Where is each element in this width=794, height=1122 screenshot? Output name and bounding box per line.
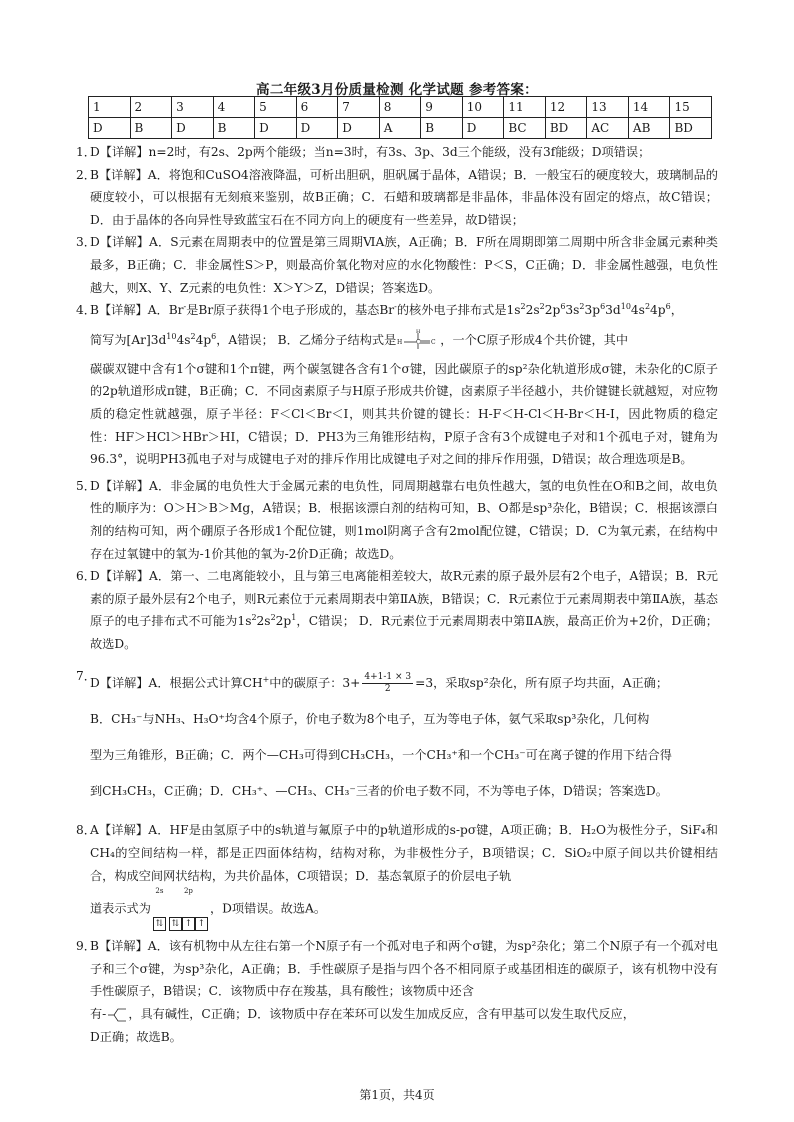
item-number: 8．: [76, 823, 96, 838]
explanation-text: D【详解】A．S元素在周期表中的位置是第三周期ⅥA族，A正确；B．F所在周期即第二周期中所含非金属元素种类最多，B正确；C．非金属性S＞P，则最高价氧化物对应的水化物酸性：P＜S，C正确；D．非金属性越强，电负性越大，则X、Y、Z元素的电负性：X＞Y＞Z，D错误；答案选D。: [90, 235, 718, 295]
item-number: 5．: [76, 478, 96, 493]
table-cell: AC: [587, 118, 629, 139]
text-run: 的核外电子排布式是1s: [396, 303, 521, 318]
explanation-q4: [76, 299, 718, 471]
table-cell: D: [338, 118, 380, 139]
answer-table-number-row: [89, 97, 712, 118]
table-cell: 14: [628, 97, 670, 118]
svg-text:C: C: [416, 339, 421, 347]
table-cell: 2: [130, 97, 172, 118]
explanation-text: 有- ，具有碱性，C正确；D．该物质中存在苯环可以发生加成反应，含有甲基可以发生取代反应，: [90, 1003, 718, 1026]
explanation-q2: [76, 164, 718, 232]
explanation-text: D正确；故选B。: [90, 1029, 182, 1044]
explanation-text: 道表示式为 2s ⇅ 2p ⇅ ↑ ↑，D项错误。故选A。: [90, 887, 327, 930]
item-number: 1．: [76, 145, 96, 159]
explanation-text: D【详解】A．根据公式计算CH+中的碳原子：3+ $\frac{4+1-1 \times 3}{2}$ =3，采取sp²杂化，所有原子均共面，A正确；: [90, 672, 669, 695]
explanation-text: 简写为$[Ar]3d^{10}4s^24p^6$，A错误； B．乙烯分子结构式是 H H C C ，一个C原子形成4个共价键，其中: [90, 322, 718, 358]
table-cell: D: [255, 118, 297, 139]
table-cell: 8: [379, 97, 421, 118]
orbital-diagram: 2s ⇅ 2p ⇅ ↑ ↑: [153, 887, 208, 931]
table-cell: 10: [462, 97, 504, 118]
table-cell: A: [379, 118, 421, 139]
item-number: 4．: [76, 303, 96, 318]
table-cell: 13: [587, 97, 629, 118]
explanation-text: D【详解】A．非金属的电负性大于金属元素的电负性，同周期越靠右电负性越大，氢的电负性在O和B之间，故电负性的顺序为：O＞H＞B＞Mg，A错误；B．根据该漂白剂的结构可知，B、O都是sp³杂化，B错误；C．根据该漂白剂的结构可知，两个硼原子各形成1个配位键，则1mol阴离子含有2mol配位键，C错误；D．C为氧元素，在结构中存在过氧键中的氧为-1价其他的氧为-2价D正确；故选D。: [90, 478, 718, 561]
answer-table-answer-row: [89, 118, 712, 139]
explanation-q7: [76, 665, 718, 809]
explanation-text: 到CH₃CH₃，C正确；D．CH₃⁺、—CH₃、CH₃⁻三者的价电子数不同，不为等电子体，D错误；答案选D。: [90, 784, 668, 799]
table-cell: 11: [504, 97, 546, 118]
explanation-q1: [76, 141, 718, 164]
table-cell: AB: [628, 118, 670, 139]
svg-text:H: H: [397, 339, 403, 347]
table-cell: D: [462, 118, 504, 139]
formula-fraction: $\frac{4+1-1 \times 3}{2}$: [364, 672, 412, 695]
explanation-q3: [76, 231, 718, 299]
explanation-text: B【详解】A．Br-是Br原子获得1个电子形成的，基态Br-的核外电子排布式是$1s^22s^22p^63s^23p^63d^{10}4s^24p^6$，: [90, 302, 683, 318]
explanation-q8: [76, 819, 718, 931]
table-cell: BD: [545, 118, 587, 139]
table-cell: 6: [296, 97, 338, 118]
page-footer: 第1页，共4页: [359, 1088, 435, 1102]
table-cell: D: [296, 118, 338, 139]
text-run: 是Br原子获得1个电子形成的，基态Br: [186, 303, 395, 318]
table-cell: 9: [421, 97, 463, 118]
page-title: 高二年级3月份质量检测 化学试题 参考答案：: [256, 82, 538, 98]
explanation-text: B【详解】A．该有机物中从左往右第一个N原子有一个孤对电子和两个σ键，为sp²杂化；第二个N原子有一个孤对电子和三个σ键，为sp³杂化，A正确；B．手性碳原子是指与四个各不相同原子或基团相连的碳原子，该有机物中没有手性碳原子，B错误；C．该物质中存在羧基，具有酸性；该物质中还含: [90, 939, 718, 999]
answer-explanations: [76, 141, 718, 1048]
item-number: 6．: [76, 569, 96, 584]
item-number: 7．: [76, 669, 96, 684]
explanation-text: 碳碳双键中含有1个σ键和1个π键，两个碳氢键各含有1个σ键，因此碳原子的sp²杂化轨道形成σ键，未杂化的C原子的2p轨道形成π键，B正确；C．不同卤素原子与H原子形成共价键，卤素原子半径越小，共价键键长就越短，对应物质的稳定性就越强，原子半径：F＜Cl＜Br＜I，则其共价键的键长：H-F＜H-Cl＜H-Br＜H-I，因此物质的稳定性：HF＞HCl＞HBr＞HI，C错误；D．PH3为三角锥形结构，P原子含有3个成键电子对和1个孤电子对，键角为96.3°，说明PH3孤电子对与成键电子对的排斥作用比成键电子对之间的排斥作用强，D错误；故合理选项是B。: [90, 361, 718, 467]
table-cell: D: [172, 118, 214, 139]
ethylene-structure-image: [396, 328, 440, 352]
explanation-text: A【详解】A．HF是由氢原子中的s轨道与氟原子中的p轨道形成的s-pσ键，A项正确；B．H₂O为极性分子，SiF₄和CH₄的空间结构一样，都是正四面体结构，结构对称，为非极性分子，B项错误；C．SiO₂中原子间以共价键相结合，构成空间网状结构，为共价晶体，C项错误；D．基态氧原子的价层电子轨: [90, 823, 718, 883]
table-cell: 3: [172, 97, 214, 118]
table-cell: D: [89, 118, 131, 139]
explanation-text: D【详解】A．第一、二电离能较小，且与第三电离能相差较大，故R元素的原子最外层有2个电子，A错误；B．R元素的原子最外层有2个电子，则R元素位于元素周期表中第ⅡA族，B错误；C．R元素位于元素周期表中第ⅡA族，基态原子的电子排布式不可能为$1s^22s^22p^1$，C错误； D．R元素位于元素周期表中第ⅡA族，最高正价为+2价，D正确；故选D。: [90, 569, 718, 651]
text-run: B【详解】A．Br: [90, 303, 184, 318]
table-cell: 7: [338, 97, 380, 118]
table-cell: 4: [213, 97, 255, 118]
explanation-q9: [76, 935, 718, 1048]
table-cell: B: [130, 118, 172, 139]
svg-text:H: H: [416, 329, 421, 336]
explanation-text: D【详解】n=2时，有2s、2p两个能级；当n=3时，有3s、3p、3d三个能级，没有3f能级；D项错误；: [90, 145, 651, 159]
explanation-q6: [76, 565, 718, 655]
table-cell: BD: [670, 118, 712, 139]
answer-table: [88, 96, 712, 139]
explanation-text: B．CH₃⁻与NH₃、H₃O⁺均含4个原子，价电子数为8个电子，互为等电子体，氨气采取sp³杂化，几何构: [90, 712, 650, 727]
table-cell: BC: [504, 118, 546, 139]
item-number: 2．: [76, 167, 96, 182]
explanation-q5: [76, 475, 718, 565]
explanation-text: B【详解】A．将饱和CuSO4溶液降温，可析出胆矾，胆矾属于晶体，A错误；B．一般宝石的硬度较大，玻璃制品的硬度较小，可以根据有无刻痕来鉴别，故B正确；C．石蜡和玻璃都是非晶体，非晶体没有固定的熔点，故C错误；D．由于晶体的各向异性导致蓝宝石在不同方向上的硬度有一些差异，故D错误；: [90, 167, 718, 227]
table-cell: B: [421, 118, 463, 139]
table-cell: 12: [545, 97, 587, 118]
item-number: 9．: [76, 939, 96, 954]
amine-group-image: [106, 1006, 128, 1024]
table-cell: 5: [255, 97, 297, 118]
svg-text:C: C: [431, 339, 436, 347]
item-number: 3．: [76, 235, 96, 250]
table-cell: 15: [670, 97, 712, 118]
explanation-text: 型为三角锥形，B正确；C．两个—CH₃可得到CH₃CH₃，一个CH₃⁺和一个CH₃⁻可在离子键的作用下结合得: [90, 748, 672, 763]
table-cell: B: [213, 118, 255, 139]
table-cell: 1: [89, 97, 131, 118]
